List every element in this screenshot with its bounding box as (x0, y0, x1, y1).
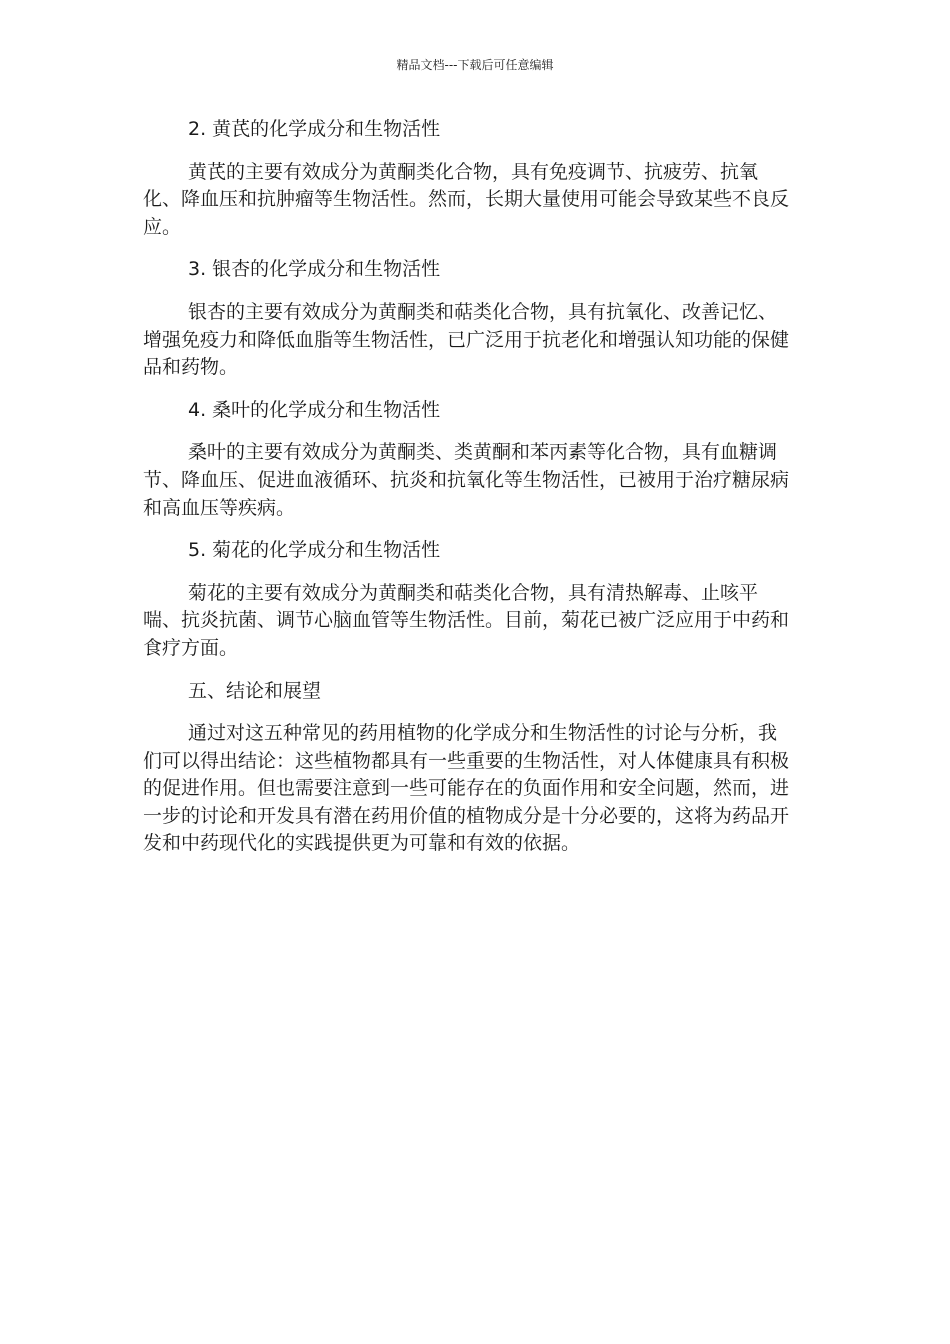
paragraph-line: 桑叶的主要有效成分为黄酮类、类黄酮和苯丙素等化合物，具有血 (188, 441, 740, 464)
section-heading-sangye: 4. 桑叶的化学成分和生物活性 (188, 398, 441, 421)
paragraph-line: 氧化、降血压和抗肿瘤等生物活性。然而，长期大量使用可能会导致某 (143, 160, 759, 211)
paragraph-line: 菊花的主要有效成分为黄酮类和萜类化合物，具有清热解毒、止咳 (188, 581, 740, 604)
paragraph-line: 据。 (542, 832, 581, 855)
section-paragraph-sangye (143, 439, 795, 522)
paragraph-line: 黄芪的主要有效成分为黄酮类化合物，具有免疫调节、抗疲劳、抗 (188, 160, 740, 183)
document-body (143, 116, 795, 858)
paragraph-line: 忆、增强免疫力和降低血脂等生物活性，已广泛用于抗老化和增强认知 (143, 300, 778, 351)
paragraph-line: 具有积极的促进作用。但也需要注意到一些可能存在的负面作用和安全 (143, 749, 790, 800)
section-paragraph-huangqi (143, 159, 795, 242)
paragraph-line: 问题，然而，进一步的讨论和开发具有潜在药用价值的植物成分是十分 (143, 777, 790, 827)
section-heading-yinxing: 3. 银杏的化学成分和生物活性 (188, 258, 441, 281)
paragraph-line: 治疗糖尿病和高血压等疾病。 (143, 468, 790, 519)
section-heading-huangqi: 2. 黄芪的化学成分和生物活性 (188, 118, 441, 140)
section-paragraph-juhua (143, 580, 795, 663)
paragraph-line: 糖调节、降血压、促进血液循环、抗炎和抗氧化等生物活性，已被用于 (143, 441, 778, 491)
paragraph-line: 通过对这五种常见的药用植物的化学成分和生物活性的讨论与分析， (188, 722, 759, 745)
section-heading-juhua: 5. 菊花的化学成分和生物活性 (188, 539, 441, 562)
paragraph-line: 功能的保健品和药物。 (143, 328, 790, 379)
section-paragraph-yinxing (143, 299, 795, 382)
paragraph-line: 些不良反应。 (143, 188, 790, 238)
paragraph-line: 平喘、抗炎抗菌、调节心脑血管等生物活性。目前，菊花已被广泛应用 (143, 581, 759, 632)
section-paragraph-conclusion (143, 720, 795, 858)
section-heading-conclusion: 五、结论和展望 (188, 679, 322, 702)
paragraph-line: 我们可以得出结论：这些植物都具有一些重要的生物活性，对人体健康 (143, 722, 778, 772)
page-header: 精品文档---下载后可任意编辑 (396, 58, 554, 72)
paragraph-line: 必要的，这将为药品开发和中药现代化的实践提供更为可靠和有效的依 (143, 804, 790, 855)
paragraph-line: 于中药和食疗方面。 (143, 609, 790, 659)
paragraph-line: 银杏的主要有效成分为黄酮类和萜类化合物，具有抗氧化、改善记 (188, 300, 740, 323)
